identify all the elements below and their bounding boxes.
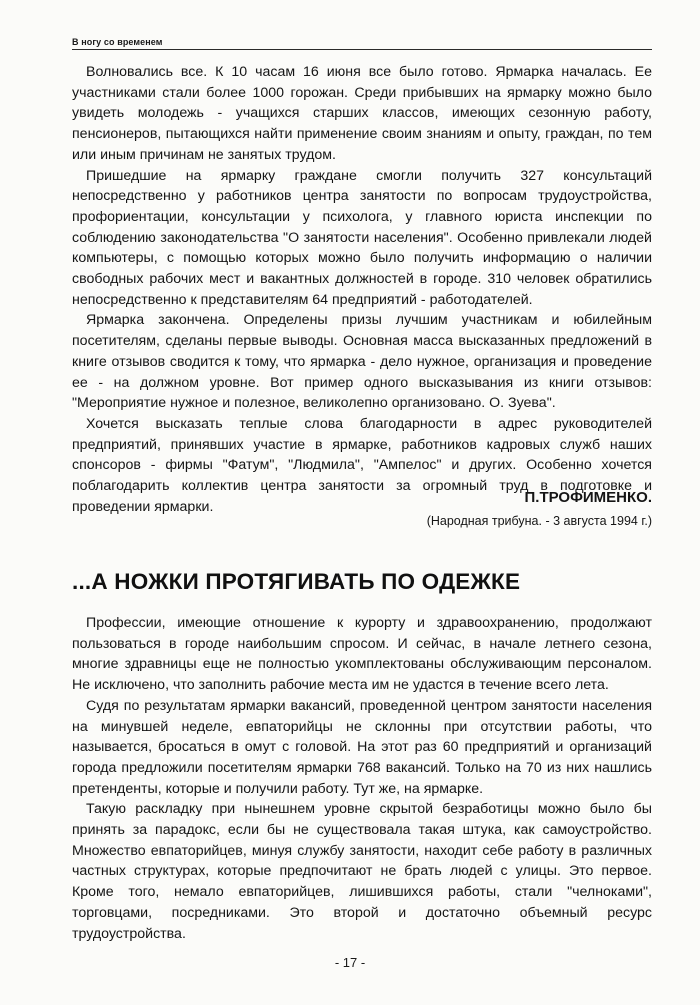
article-2-paragraph: Судя по результатам ярмарки вакансий, проведенной центром занятости населения на минувшей неделе, евпаторийцы не склонны при отсутствии работы, что называется, бросаться в омут с головой. На этот раз 60 предприятий и организаций города предложили посетителям ярмарки 768 вакансий. Только на 70 из них нашлись претенденты, которые и получили работу. Тут же, на ярмарке. — [72, 697, 652, 797]
article-1-paragraph: Волновались все. К 10 часам 16 июня все было готово. Ярмарка началась. Ее участниками стали более 1000 горожан. Среди прибывших на ярмарку можно было увидеть молодежь - учащихся старших классов, имеющих сезонную работу, пенсионеров, пытающихся найти применение своим знаниям и опыту, граждан, по тем или иным причинам не занятых трудом. — [72, 64, 652, 163]
author-name: П.ТРОФИМЕНКО. — [524, 489, 652, 506]
article-1-paragraph: Ярмарка закончена. Определены призы лучшим участникам и юбилейным посетителям, сделаны первые выводы. Основная масса высказанных предложений в книге отзывов сводится к тому, что ярмарка - дело нужное, организация и проведение ее - на должном уровне. Вот пример одного высказывания из книги отзывов: "Мероприятие нужное и полезное, великолепно организовано. О. Зуева". — [72, 312, 652, 412]
header-rule — [72, 49, 652, 50]
article-1-body — [72, 62, 652, 517]
page-number: - 17 - — [334, 955, 366, 970]
article-2-paragraph: Профессии, имеющие отношение к курорту и здравоохранению, продолжают пользоваться в городе наибольшим спросом. И сейчас, в начале летнего сезона, многие здравницы еще не полностью укомплектованы обслуживающим персоналом. Не исключено, что заполнить рабочие места им не удастся в течение всего лета. — [72, 615, 652, 694]
article-1-paragraph: Хочется высказать теплые слова благодарности в адрес руководителей предприятий, принявших участие в ярмарке, работников кадровых служб наших спонсоров - фирмы "Фатум", "Людмила", "Ампелос" и других. Особенно хочется поблагодарить коллектив центра занятости за огромный труд в подготовке и проведении ярмарки. — [72, 415, 652, 515]
article-2-title: ...А НОЖКИ ПРОТЯГИВАТЬ ПО ОДЕЖКЕ — [72, 569, 521, 594]
running-header: В ногу со временем — [72, 37, 163, 47]
article-1-signature — [427, 488, 652, 530]
article-2-body — [72, 613, 652, 944]
article-2-paragraph: Такую раскладку при нынешнем уровне скрытой безработицы можно было бы принять за парадокс, если бы не существовала такая штука, как самоустройство. Множество евпаторийцев, минуя службу занятости, находит себе работу в различных частных структурах, которые предпочитают не брать людей с улицы. Это первое. Кроме того, немало евпаторийцев, лишившихся работы, стали "челноками", торговцами, посредниками. Это второй и достаточно объемный ресурс трудоустройства. — [72, 801, 652, 942]
source-citation: (Народная трибуна. - 3 августа 1994 г.) — [426, 514, 652, 528]
article-1-paragraph: Пришедшие на ярмарку граждане смогли получить 327 консультаций непосредственно у работников центра занятости по вопросам трудоустройства, профориентации, консультации у психолога, у главного юриста инспекции по соблюдению законодательства "О занятости населения". Особенно привлекали людей компьютеры, с помощью которых можно было получить информацию о наличии свободных рабочих мест и вакантных должностей в городе. 310 человек обратились непосредственно к представителям 64 предприятий - работодателей. — [72, 167, 652, 308]
